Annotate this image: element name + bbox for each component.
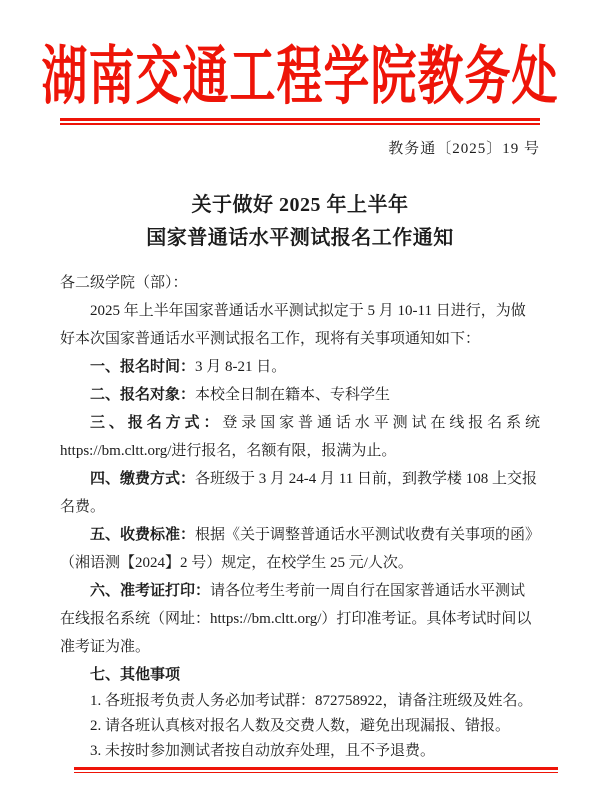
section-other-matters-label: 七、其他事项 xyxy=(90,667,181,683)
section-admission-ticket-label: 六、准考证打印： xyxy=(90,583,211,599)
document-number: 教务通〔2025〕19 号 xyxy=(388,141,540,157)
section-registration-time-text: 3 月 8-21 日。 xyxy=(195,359,287,375)
header-divider xyxy=(60,118,540,125)
section-fee-standard-text: 根据《关于调整普通话水平测试收费有关事项的函》（湘语测【2024】2 号）规定，在校学生 25 元/人次。 xyxy=(60,527,533,571)
section-registration-time xyxy=(60,353,540,381)
section-admission-ticket-text: 请各位考生考前一周自行在国家普通话水平测试在线报名系统（网址：https://bm.cltt.org/）打印准考证。具体考试时间以准考证为准。 xyxy=(60,583,532,655)
notice-body xyxy=(60,269,540,764)
section-other-matters xyxy=(60,661,540,689)
section-fee-standard xyxy=(60,521,540,577)
other-item-3: 3. 未按时参加测试者按自动放弃处理，且不予退费。 xyxy=(90,743,436,759)
section-payment-method xyxy=(60,465,540,521)
section-fee-standard-label: 五、收费标准： xyxy=(90,527,196,543)
salutation: 各二级学院（部）： xyxy=(60,275,188,291)
other-item-2: 2. 请各班认真核对报名人数及交费人数，避免出现漏报、错报。 xyxy=(90,718,511,734)
section-registration-method-text: 登录国家普通话水平测试在线报名系统https://bm.cltt.org/进行报名，名额有限，报满为止。 xyxy=(60,415,540,459)
section-registration-method xyxy=(60,409,540,465)
section-registration-target-label: 二、报名对象： xyxy=(90,387,196,403)
section-payment-method-text: 各班级于 3 月 24-4 月 11 日前，到教学楼 108 上交报名费。 xyxy=(60,471,537,515)
section-registration-time-label: 一、报名时间： xyxy=(90,359,196,375)
footer-divider xyxy=(74,767,558,773)
title-line-1: 关于做好 2025 年上半年 xyxy=(191,194,409,216)
section-admission-ticket xyxy=(60,577,540,661)
intro-paragraph: 2025 年上半年国家普通话水平测试拟定于 5 月 10-11 日进行，为做好本次国家普通话水平测试报名工作，现将有关事项通知如下： xyxy=(60,303,526,347)
other-item-1: 1. 各班报考负责人务必加考试群：872758922，请备注班级及姓名。 xyxy=(90,693,533,709)
title-line-2: 国家普通话水平测试报名工作通知 xyxy=(146,227,454,249)
letterhead xyxy=(41,28,559,116)
notice-title xyxy=(60,189,540,255)
section-registration-target-text: 本校全日制在籍本、专科学生 xyxy=(195,387,391,403)
section-payment-method-label: 四、缴费方式： xyxy=(90,471,196,487)
letterhead-title: 湖南交通工程学院教务处 xyxy=(41,41,559,113)
other-matters-list xyxy=(60,689,540,764)
section-registration-target xyxy=(60,381,540,409)
section-registration-method-label: 三、报名方式： xyxy=(90,415,223,431)
